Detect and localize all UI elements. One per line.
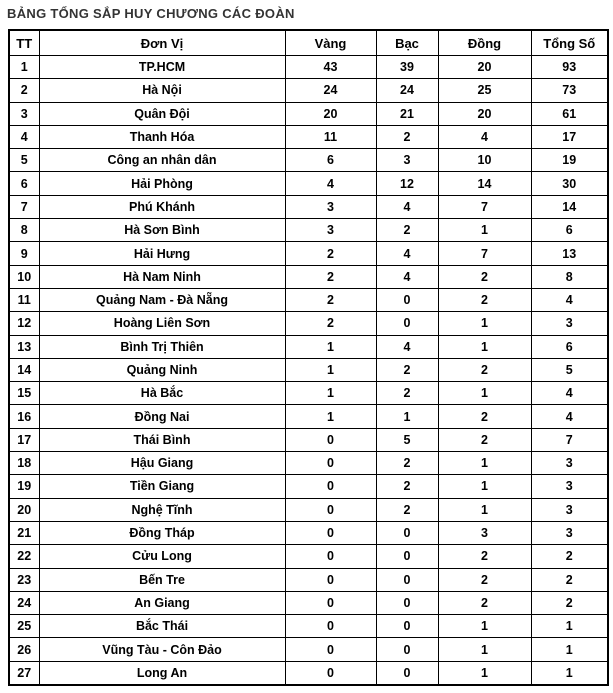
table-row — [9, 405, 608, 428]
gold-cell: 1 — [285, 405, 376, 428]
rank-cell: 9 — [9, 242, 39, 265]
total-cell: 30 — [531, 172, 608, 195]
table-row — [9, 288, 608, 311]
table-row — [9, 149, 608, 172]
bronze-cell: 14 — [438, 172, 531, 195]
silver-cell: 39 — [376, 56, 438, 79]
silver-cell: 1 — [376, 405, 438, 428]
silver-cell: 4 — [376, 265, 438, 288]
team-cell: Hà Sơn Bình — [39, 219, 285, 242]
gold-cell: 2 — [285, 312, 376, 335]
silver-cell: 0 — [376, 638, 438, 661]
bronze-cell: 1 — [438, 219, 531, 242]
team-cell: Hà Nam Ninh — [39, 265, 285, 288]
rank-cell: 8 — [9, 219, 39, 242]
team-cell: Thanh Hóa — [39, 125, 285, 148]
table-row — [9, 638, 608, 661]
silver-cell: 0 — [376, 288, 438, 311]
bronze-cell: 4 — [438, 125, 531, 148]
gold-cell: 0 — [285, 521, 376, 544]
team-cell: Nghệ Tĩnh — [39, 498, 285, 521]
gold-cell: 0 — [285, 545, 376, 568]
silver-cell: 2 — [376, 498, 438, 521]
table-row — [9, 219, 608, 242]
total-cell: 1 — [531, 615, 608, 638]
team-cell: Quân Đội — [39, 102, 285, 125]
gold-cell: 0 — [285, 428, 376, 451]
silver-cell: 0 — [376, 661, 438, 685]
bronze-cell: 2 — [438, 428, 531, 451]
rank-cell: 17 — [9, 428, 39, 451]
silver-cell: 4 — [376, 242, 438, 265]
gold-cell: 2 — [285, 242, 376, 265]
rank-cell: 27 — [9, 661, 39, 685]
bronze-cell: 2 — [438, 405, 531, 428]
table-row — [9, 661, 608, 685]
gold-cell: 0 — [285, 615, 376, 638]
silver-cell: 2 — [376, 452, 438, 475]
total-cell: 3 — [531, 498, 608, 521]
bronze-cell: 1 — [438, 475, 531, 498]
silver-cell: 2 — [376, 475, 438, 498]
rank-cell: 15 — [9, 382, 39, 405]
gold-cell: 0 — [285, 591, 376, 614]
gold-cell: 0 — [285, 498, 376, 521]
bronze-cell: 2 — [438, 265, 531, 288]
team-cell: Bến Tre — [39, 568, 285, 591]
total-cell: 2 — [531, 545, 608, 568]
rank-cell: 3 — [9, 102, 39, 125]
gold-cell: 0 — [285, 568, 376, 591]
table-row — [9, 475, 608, 498]
bronze-cell: 2 — [438, 288, 531, 311]
table-row — [9, 195, 608, 218]
total-cell: 3 — [531, 452, 608, 475]
gold-cell: 0 — [285, 661, 376, 685]
bronze-cell: 2 — [438, 545, 531, 568]
team-cell: Long An — [39, 661, 285, 685]
silver-cell: 0 — [376, 312, 438, 335]
silver-cell: 24 — [376, 79, 438, 102]
table-row — [9, 615, 608, 638]
team-cell: Hải Phòng — [39, 172, 285, 195]
total-cell: 4 — [531, 405, 608, 428]
total-cell: 73 — [531, 79, 608, 102]
bronze-cell: 1 — [438, 312, 531, 335]
table-body — [9, 56, 608, 686]
bronze-cell: 1 — [438, 382, 531, 405]
gold-cell: 6 — [285, 149, 376, 172]
bronze-cell: 1 — [438, 452, 531, 475]
table-row — [9, 568, 608, 591]
gold-cell: 3 — [285, 219, 376, 242]
silver-cell: 2 — [376, 125, 438, 148]
gold-cell: 24 — [285, 79, 376, 102]
gold-cell: 0 — [285, 638, 376, 661]
team-cell: Hậu Giang — [39, 452, 285, 475]
rank-cell: 21 — [9, 521, 39, 544]
gold-cell: 4 — [285, 172, 376, 195]
total-cell: 3 — [531, 521, 608, 544]
silver-cell: 0 — [376, 568, 438, 591]
total-cell: 3 — [531, 475, 608, 498]
bronze-cell: 2 — [438, 358, 531, 381]
rank-cell: 14 — [9, 358, 39, 381]
team-cell: An Giang — [39, 591, 285, 614]
team-cell: Hà Nội — [39, 79, 285, 102]
rank-cell: 10 — [9, 265, 39, 288]
team-cell: Hà Bắc — [39, 382, 285, 405]
bronze-cell: 3 — [438, 521, 531, 544]
silver-cell: 4 — [376, 335, 438, 358]
total-cell: 7 — [531, 428, 608, 451]
table-row — [9, 428, 608, 451]
table-row — [9, 172, 608, 195]
silver-cell: 0 — [376, 521, 438, 544]
silver-cell: 0 — [376, 615, 438, 638]
col-header-vang: Vàng — [285, 30, 376, 56]
total-cell: 93 — [531, 56, 608, 79]
table-row — [9, 545, 608, 568]
table-row — [9, 56, 608, 79]
rank-cell: 5 — [9, 149, 39, 172]
bronze-cell: 7 — [438, 242, 531, 265]
rank-cell: 26 — [9, 638, 39, 661]
total-cell: 1 — [531, 638, 608, 661]
team-cell: Thái Bình — [39, 428, 285, 451]
table-row — [9, 102, 608, 125]
rank-cell: 18 — [9, 452, 39, 475]
team-cell: Đồng Tháp — [39, 521, 285, 544]
table-row — [9, 125, 608, 148]
header-row — [9, 30, 608, 56]
table-row — [9, 498, 608, 521]
total-cell: 2 — [531, 591, 608, 614]
team-cell: Phú Khánh — [39, 195, 285, 218]
table-row — [9, 591, 608, 614]
bronze-cell: 2 — [438, 568, 531, 591]
total-cell: 4 — [531, 382, 608, 405]
bronze-cell: 1 — [438, 335, 531, 358]
total-cell: 13 — [531, 242, 608, 265]
gold-cell: 0 — [285, 475, 376, 498]
rank-cell: 6 — [9, 172, 39, 195]
team-cell: Hoàng Liên Sơn — [39, 312, 285, 335]
col-header-tong-so: Tổng Số — [531, 30, 608, 56]
col-header-dong: Đồng — [438, 30, 531, 56]
total-cell: 19 — [531, 149, 608, 172]
total-cell: 6 — [531, 335, 608, 358]
table-row — [9, 265, 608, 288]
rank-cell: 12 — [9, 312, 39, 335]
rank-cell: 13 — [9, 335, 39, 358]
team-cell: TP.HCM — [39, 56, 285, 79]
silver-cell: 0 — [376, 545, 438, 568]
rank-cell: 22 — [9, 545, 39, 568]
rank-cell: 11 — [9, 288, 39, 311]
total-cell: 14 — [531, 195, 608, 218]
table-row — [9, 521, 608, 544]
gold-cell: 2 — [285, 265, 376, 288]
silver-cell: 2 — [376, 219, 438, 242]
table-row — [9, 335, 608, 358]
table-row — [9, 312, 608, 335]
total-cell: 1 — [531, 661, 608, 685]
bronze-cell: 1 — [438, 615, 531, 638]
team-cell: Quảng Nam - Đà Nẵng — [39, 288, 285, 311]
gold-cell: 2 — [285, 288, 376, 311]
silver-cell: 0 — [376, 591, 438, 614]
table-row — [9, 452, 608, 475]
table-row — [9, 79, 608, 102]
team-cell: Vũng Tàu - Côn Đảo — [39, 638, 285, 661]
total-cell: 3 — [531, 312, 608, 335]
bronze-cell: 25 — [438, 79, 531, 102]
table-row — [9, 358, 608, 381]
rank-cell: 19 — [9, 475, 39, 498]
gold-cell: 20 — [285, 102, 376, 125]
silver-cell: 12 — [376, 172, 438, 195]
rank-cell: 20 — [9, 498, 39, 521]
rank-cell: 23 — [9, 568, 39, 591]
rank-cell: 24 — [9, 591, 39, 614]
gold-cell: 1 — [285, 358, 376, 381]
gold-cell: 0 — [285, 452, 376, 475]
col-header-tt: TT — [9, 30, 39, 56]
total-cell: 61 — [531, 102, 608, 125]
bronze-cell: 1 — [438, 498, 531, 521]
silver-cell: 5 — [376, 428, 438, 451]
team-cell: Bình Trị Thiên — [39, 335, 285, 358]
bronze-cell: 20 — [438, 102, 531, 125]
gold-cell: 1 — [285, 382, 376, 405]
rank-cell: 2 — [9, 79, 39, 102]
team-cell: Bắc Thái — [39, 615, 285, 638]
silver-cell: 2 — [376, 382, 438, 405]
bronze-cell: 7 — [438, 195, 531, 218]
rank-cell: 25 — [9, 615, 39, 638]
team-cell: Quảng Ninh — [39, 358, 285, 381]
rank-cell: 7 — [9, 195, 39, 218]
table-row — [9, 242, 608, 265]
bronze-cell: 10 — [438, 149, 531, 172]
page-title: BẢNG TỔNG SẮP HUY CHƯƠNG CÁC ĐOÀN — [7, 6, 295, 21]
bronze-cell: 1 — [438, 661, 531, 685]
col-header-don-vi: Đơn Vị — [39, 30, 285, 56]
team-cell: Hải Hưng — [39, 242, 285, 265]
rank-cell: 16 — [9, 405, 39, 428]
rank-cell: 4 — [9, 125, 39, 148]
gold-cell: 1 — [285, 335, 376, 358]
table-row — [9, 382, 608, 405]
bronze-cell: 1 — [438, 638, 531, 661]
gold-cell: 3 — [285, 195, 376, 218]
team-cell: Tiền Giang — [39, 475, 285, 498]
bronze-cell: 20 — [438, 56, 531, 79]
total-cell: 8 — [531, 265, 608, 288]
total-cell: 17 — [531, 125, 608, 148]
total-cell: 2 — [531, 568, 608, 591]
team-cell: Đồng Nai — [39, 405, 285, 428]
silver-cell: 4 — [376, 195, 438, 218]
total-cell: 4 — [531, 288, 608, 311]
medal-table — [8, 29, 609, 686]
rank-cell: 1 — [9, 56, 39, 79]
total-cell: 5 — [531, 358, 608, 381]
col-header-bac: Bạc — [376, 30, 438, 56]
team-cell: Cửu Long — [39, 545, 285, 568]
gold-cell: 43 — [285, 56, 376, 79]
silver-cell: 3 — [376, 149, 438, 172]
silver-cell: 21 — [376, 102, 438, 125]
silver-cell: 2 — [376, 358, 438, 381]
gold-cell: 11 — [285, 125, 376, 148]
bronze-cell: 2 — [438, 591, 531, 614]
total-cell: 6 — [531, 219, 608, 242]
team-cell: Công an nhân dân — [39, 149, 285, 172]
